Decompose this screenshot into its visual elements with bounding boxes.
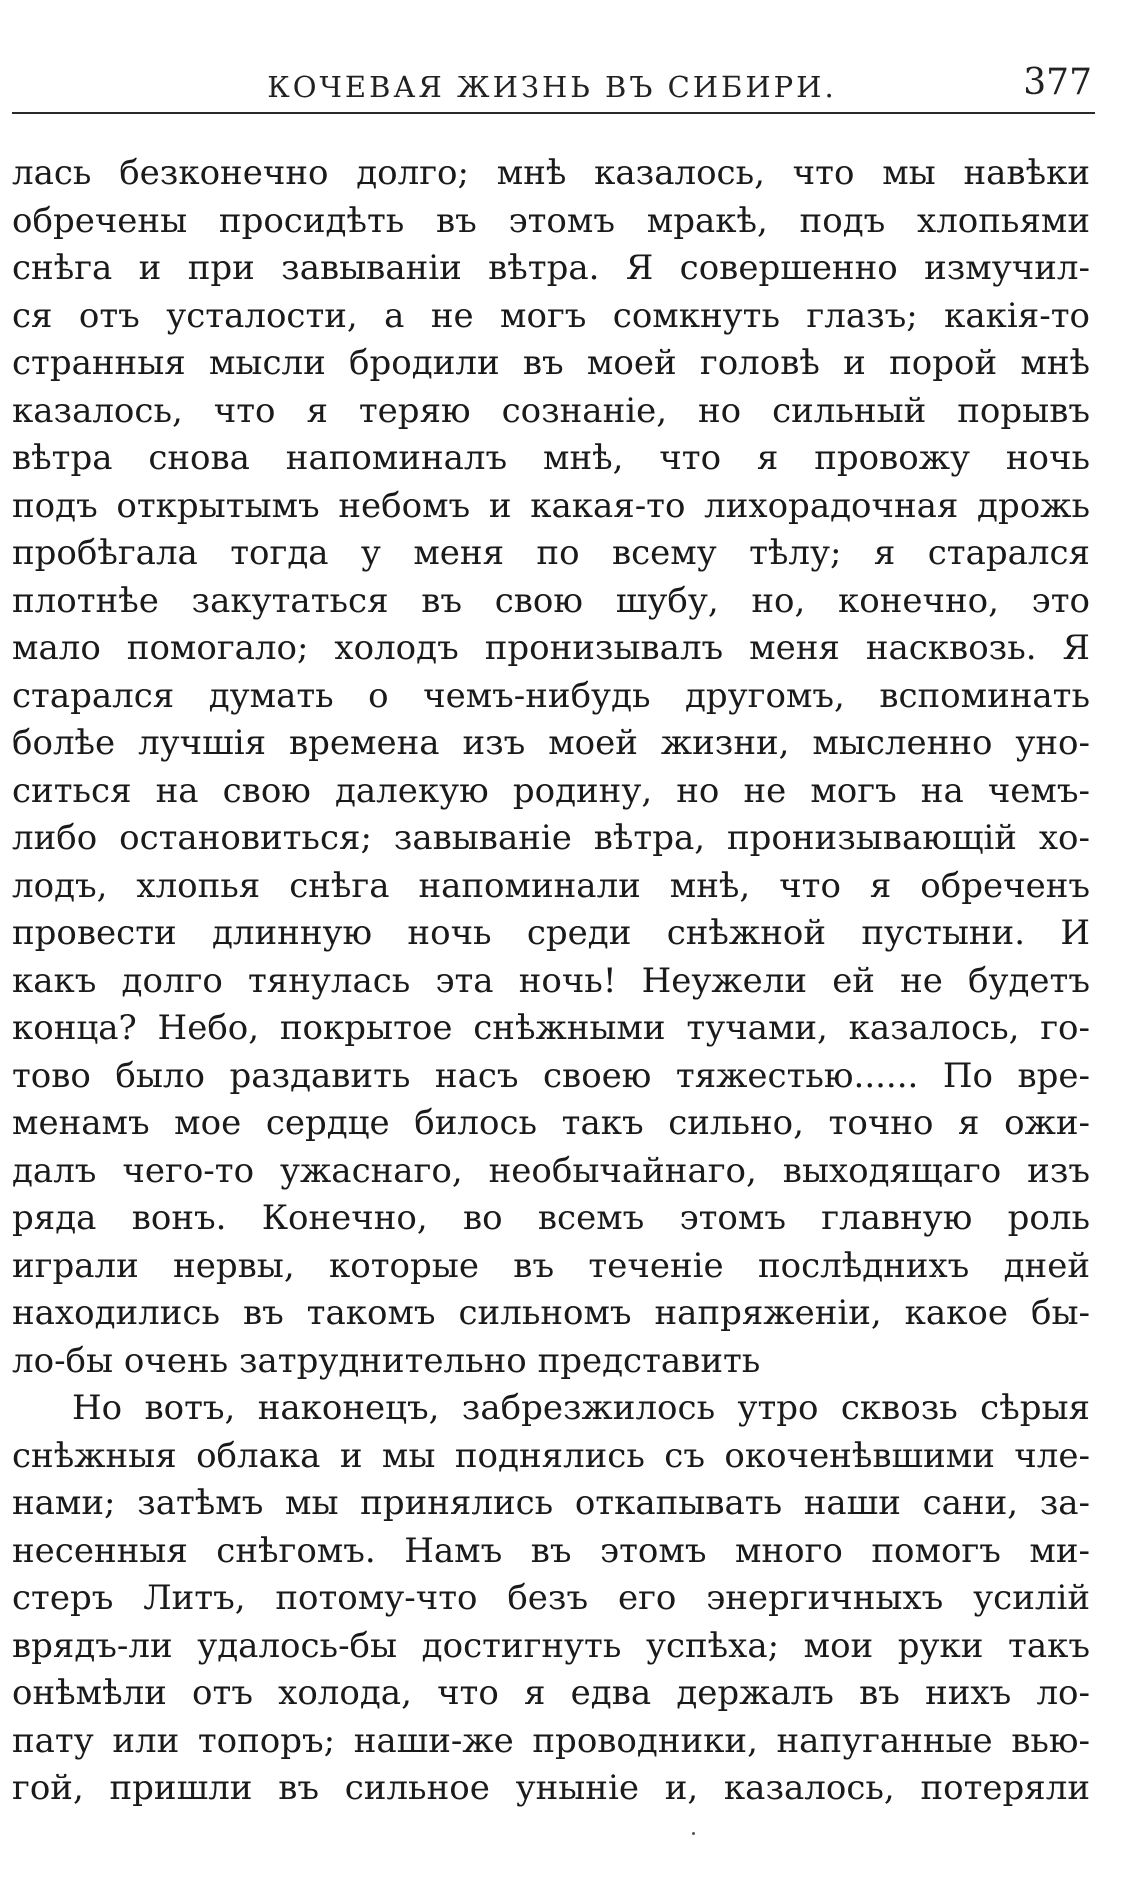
text-line: гой, пришли въ сильное уныніе и, казалось, потеряли xyxy=(12,1768,1090,1808)
text-line: снѣжныя облака и мы поднялись съ окоченѣвшими чле- xyxy=(12,1435,1090,1476)
text-line: плотнѣе закутаться въ свою шубу, но, конечно, это xyxy=(12,580,1090,621)
text-line: старался думать о чемъ-нибудь другомъ, вспоминать xyxy=(12,675,1090,716)
text-line: казалось, что я теряю сознаніе, но сильный порывъ xyxy=(12,390,1090,431)
paragraph-2 xyxy=(12,1385,1090,1813)
text-line: вѣтра снова напоминалъ мнѣ, что я провожу ночь xyxy=(12,438,1090,478)
text-line: менамъ мое сердце билось такъ сильно, точно я ожи- xyxy=(12,1103,1090,1143)
body-text xyxy=(12,150,1090,1813)
text-line: онѣмѣли отъ холода, что я едва держалъ въ нихъ ло- xyxy=(12,1673,1090,1713)
print-speck xyxy=(692,1832,695,1835)
text-line: либо остановиться; завываніе вѣтра, пронизывающій хо- xyxy=(12,818,1090,858)
text-line: обречены просидѣть въ этомъ мракѣ, подъ хлопьями xyxy=(12,200,1090,241)
text-line: пату или топоръ; наши-же проводники, напуганные вью- xyxy=(12,1720,1090,1761)
running-title: КОЧЕВАЯ ЖИЗНЬ ВЪ СИБИРИ. xyxy=(267,70,837,104)
text-line: тово было раздавить насъ своею тяжестью...... По вре- xyxy=(12,1055,1090,1096)
text-line: ряда вонъ. Конечно, во всемъ этомъ главную роль xyxy=(12,1198,1090,1238)
text-line: снѣга и при завываніи вѣтра. Я совершенно измучил- xyxy=(12,248,1090,288)
text-line: ся отъ усталости, а не могъ сомкнуть глазъ; какія-то xyxy=(12,295,1090,336)
text-line: нами; затѣмъ мы принялись откапывать наши сани, за- xyxy=(12,1483,1090,1523)
text-line: какъ долго тянулась эта ночь! Неужели ей не будетъ xyxy=(12,960,1090,1001)
page-header xyxy=(12,62,1092,112)
text-line: ситься на свою далекую родину, но не могъ на чемъ- xyxy=(12,770,1090,811)
text-line: провести длинную ночь среди снѣжной пустыни. И xyxy=(12,913,1090,953)
text-line: странныя мысли бродили въ моей головѣ и порой мнѣ xyxy=(12,343,1090,383)
text-line: мало помогало; холодъ пронизывалъ меня насквозь. Я xyxy=(12,628,1090,668)
text-line: Но вотъ, наконецъ, забрезжилось утро сквозь сѣрыя xyxy=(72,1388,1090,1428)
text-line: стеръ Литъ, потому-что безъ его энергичныхъ усилій xyxy=(12,1578,1090,1618)
text-line: пробѣгала тогда у меня по всему тѣлу; я старался xyxy=(12,533,1090,573)
text-line: далъ чего-то ужаснаго, необычайнаго, выходящаго изъ xyxy=(12,1150,1090,1191)
text-line: болѣе лучшія времена изъ моей жизни, мысленно уно- xyxy=(12,723,1090,763)
text-line: лась безконечно долго; мнѣ казалось, что мы навѣки xyxy=(12,153,1090,193)
text-line: подъ открытымъ небомъ и какая-то лихорадочная дрожь xyxy=(12,485,1090,526)
text-line: играли нервы, которые въ теченіе послѣднихъ дней xyxy=(12,1245,1090,1286)
text-line: конца? Небо, покрытое снѣжными тучами, казалось, го- xyxy=(12,1008,1090,1048)
page-number: 377 xyxy=(1023,62,1092,103)
text-line: врядъ-ли удалось-бы достигнуть успѣха; мои руки такъ xyxy=(12,1625,1090,1666)
text-line: несенныя снѣгомъ. Намъ въ этомъ много помогъ ми- xyxy=(12,1530,1090,1571)
paragraph-1 xyxy=(12,150,1090,1385)
text-line: находились въ такомъ сильномъ напряженіи, какое бы- xyxy=(12,1293,1090,1333)
header-rule xyxy=(12,112,1095,114)
text-line: ло-бы очень затруднительно представить xyxy=(12,1340,761,1381)
text-line: лодъ, хлопья снѣга напоминали мнѣ, что я обреченъ xyxy=(12,865,1090,906)
